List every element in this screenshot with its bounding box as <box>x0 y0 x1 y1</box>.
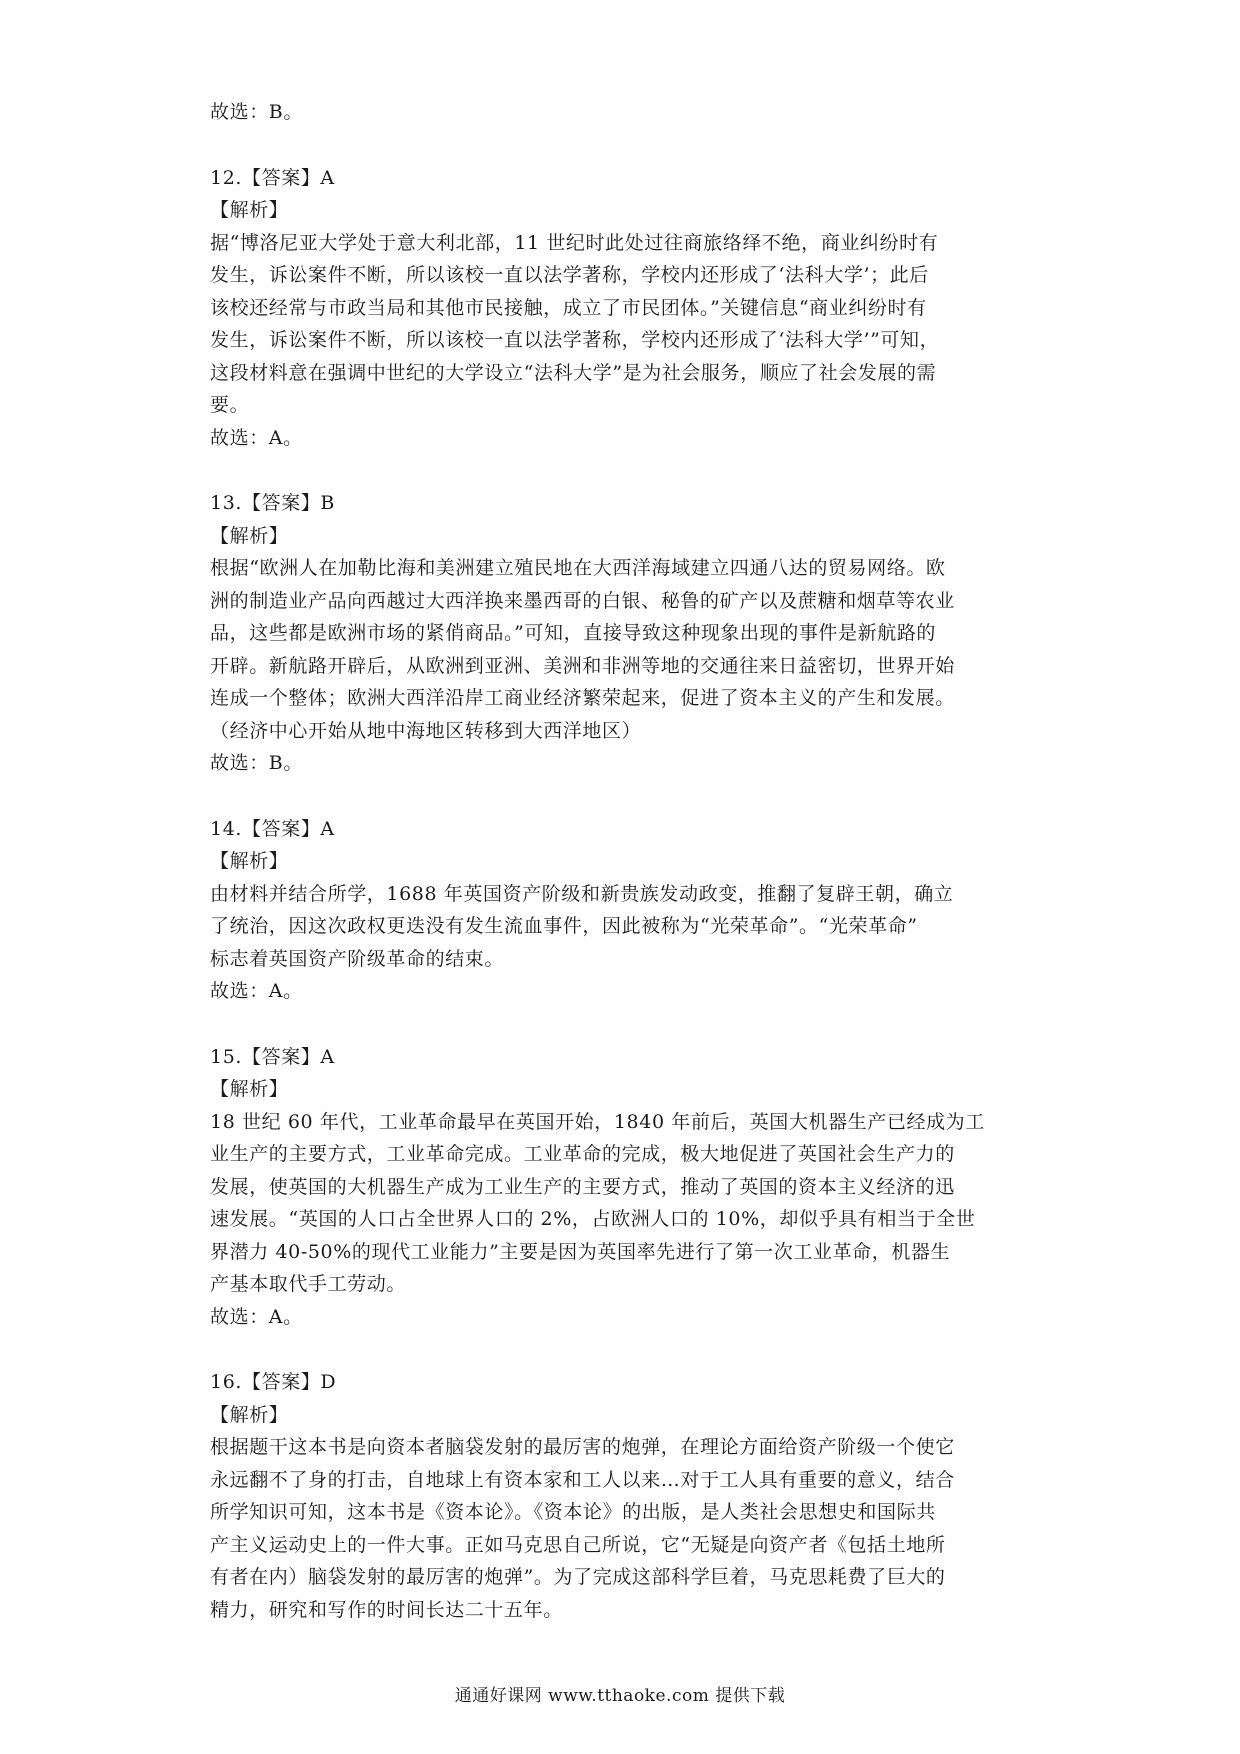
analysis-text-line: 开辟。新航路开辟后，从欧洲到亚洲、美洲和非洲等地的交通往来日益密切，世界开始 <box>210 654 955 677</box>
analysis-text-line: 了统治，因这次政权更迭没有发生流血事件，因此被称为“光荣革命”。“光荣革命” <box>210 915 918 937</box>
answer-block-16 <box>210 1366 1040 1626</box>
document-body <box>210 96 1040 1626</box>
choice-line: 故选：B。 <box>210 101 303 123</box>
answer-heading: 15.【答案】A <box>210 1045 335 1068</box>
analysis-text-line: 由材料并结合所学，1688 年英国资产阶级和新贵族发动政变，推翻了复辟王朝，确立 <box>210 882 954 905</box>
analysis-text-line: 产主义运动史上的一件大事。正如马克思自己所说，它“无疑是向资产者《包括土地所 <box>210 1533 946 1556</box>
choice-line: 故选：B。 <box>210 752 303 774</box>
analysis-text-line: 标志着英国资产阶级革命的结束。 <box>210 947 505 970</box>
analysis-text-line: 18 世纪 60 年代，工业革命最早在英国开始，1840 年前后，英国大机器生产已经成为工 <box>210 1110 985 1133</box>
analysis-label: 【解析】 <box>210 1403 289 1426</box>
analysis-label: 【解析】 <box>210 199 289 221</box>
analysis-label: 【解析】 <box>210 524 289 547</box>
block-spacer <box>210 780 1040 813</box>
block-spacer <box>210 454 1040 487</box>
answer-block-11-tail <box>210 96 1040 129</box>
answer-heading: 12.【答案】A <box>210 166 335 189</box>
analysis-text-line: 所学知识可知，这本书是《资本论》。《资本论》的出版，是人类社会思想史和国际共 <box>210 1501 936 1523</box>
analysis-text-line: 业生产的主要方式，工业革命完成。工业革命的完成，极大地促进了英国社会生产力的 <box>210 1143 955 1165</box>
answer-heading: 13.【答案】B <box>210 492 335 514</box>
choice-line: 故选：A。 <box>210 1305 303 1328</box>
analysis-text-line: 品，这些都是欧洲市场的紧俏商品。”可知，直接导致这种现象出现的事件是新航路的 <box>210 622 937 644</box>
answer-block-12 <box>210 162 1040 455</box>
analysis-text-line: 发展，使英国的大机器生产成为工业生产的主要方式，推动了英国的资本主义经济的迅 <box>210 1175 955 1198</box>
answer-heading: 14.【答案】A <box>210 817 335 840</box>
block-spacer <box>210 1333 1040 1366</box>
analysis-text-line: 发生，诉讼案件不断，所以该校一直以法学著称，学校内还形成了‘法科大学’；此后 <box>210 264 929 286</box>
choice-line: 故选：A。 <box>210 980 303 1002</box>
analysis-text-line: 根据题干这本书是向资本者脑袋发射的最厉害的炮弹，在理论方面给资产阶级一个使它 <box>210 1436 955 1458</box>
analysis-text-line: 速发展。“英国的人口占全世界人口的 2%，占欧洲人口的 10%，却似乎具有相当于全世 <box>210 1208 976 1230</box>
choice-line: 故选：A。 <box>210 426 303 449</box>
analysis-text-line: （经济中心开始从地中海地区转移到大西洋地区） <box>210 719 642 742</box>
analysis-text-line: 洲的制造业产品向西越过大西洋换来墨西哥的白银、秘鲁的矿产以及蔗糖和烟草等农业 <box>210 589 955 612</box>
analysis-text-line: 这段材料意在强调中世纪的大学设立“法科大学”是为社会服务，顺应了社会发展的需 <box>210 361 937 384</box>
block-spacer <box>210 129 1040 162</box>
analysis-label: 【解析】 <box>210 1078 289 1100</box>
answer-block-13 <box>210 487 1040 780</box>
analysis-text-line: 产基本取代手工劳动。 <box>210 1273 407 1295</box>
analysis-text-line: 据“博洛尼亚大学处于意大利北部，11 世纪时此处过往商旅络绎不绝，商业纠纷时有 <box>210 231 939 254</box>
analysis-text-line: 要。 <box>210 394 250 416</box>
answer-heading: 16.【答案】D <box>210 1371 337 1393</box>
analysis-text-line: 发生，诉讼案件不断，所以该校一直以法学著称，学校内还形成了‘法科大学’”可知， <box>210 329 940 351</box>
page-footer: 通通好课网 www.tthaoke.com 提供下载 <box>454 1686 786 1706</box>
analysis-text-line: 根据“欧洲人在加勒比海和美洲建立殖民地在大西洋海域建立四通八达的贸易网络。欧 <box>210 557 946 579</box>
answer-block-15 <box>210 1041 1040 1334</box>
analysis-text-line: 永远翻不了身的打击，自地球上有资本家和工人以来…对于工人具有重要的意义，结合 <box>210 1468 955 1491</box>
analysis-label: 【解析】 <box>210 850 289 872</box>
answer-block-14 <box>210 813 1040 1008</box>
analysis-text-line: 该校还经常与市政当局和其他市民接触，成立了市民团体。”关键信息“商业纠纷时有 <box>210 296 927 319</box>
analysis-text-line: 精力，研究和写作的时间长达二十五年。 <box>210 1598 563 1621</box>
block-spacer <box>210 1008 1040 1041</box>
analysis-text-line: 有者在内）脑袋发射的最厉害的炮弹”。为了完成这部科学巨着，马克思耗费了巨大的 <box>210 1566 946 1588</box>
analysis-text-line: 连成一个整体；欧洲大西洋沿岸工商业经济繁荣起来，促进了资本主义的产生和发展。 <box>210 687 955 709</box>
analysis-text-line: 界潜力 40-50%的现代工业能力”主要是因为英国率先进行了第一次工业革命，机器生 <box>210 1240 951 1263</box>
